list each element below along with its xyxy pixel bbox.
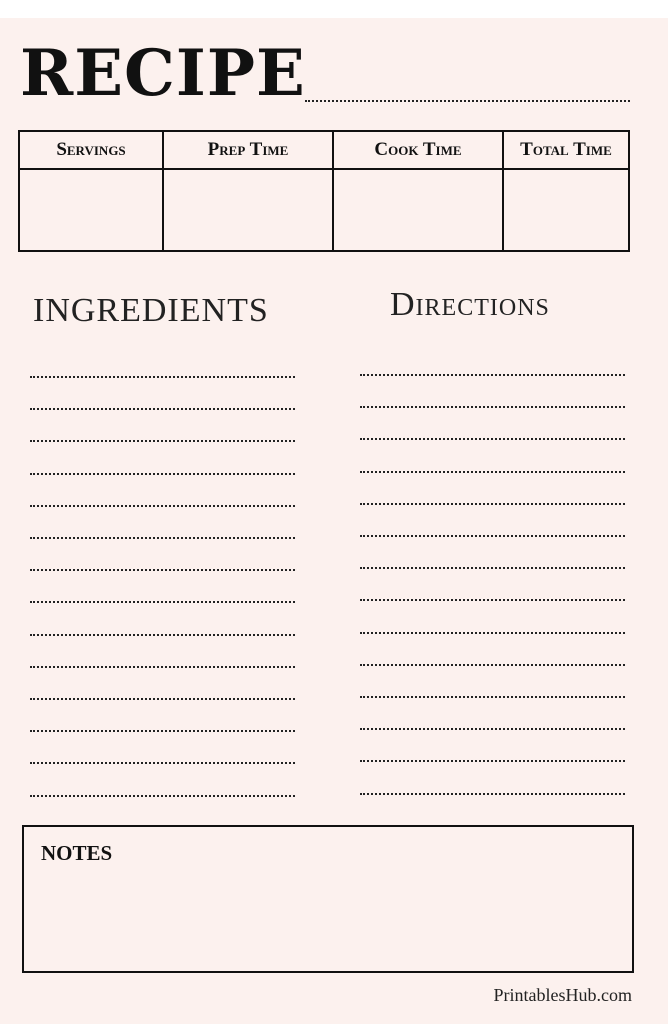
direction-line[interactable] bbox=[360, 503, 625, 505]
recipe-name-line[interactable] bbox=[305, 100, 630, 102]
notes-label: NOTES bbox=[41, 841, 113, 865]
directions-lines bbox=[360, 0, 625, 1]
page-title: RECIPE bbox=[20, 36, 306, 111]
directions-title: Directions bbox=[390, 286, 550, 323]
cook-time-column bbox=[334, 132, 504, 250]
cook-time-header: Cook Time bbox=[334, 132, 502, 170]
ingredient-line[interactable] bbox=[30, 408, 295, 410]
servings-header: Servings bbox=[20, 132, 162, 170]
ingredient-line[interactable] bbox=[30, 569, 295, 571]
direction-line[interactable] bbox=[360, 696, 625, 698]
ingredient-line[interactable] bbox=[30, 376, 295, 378]
ingredients-lines bbox=[30, 0, 295, 1]
time-table bbox=[18, 130, 630, 252]
ingredient-line[interactable] bbox=[30, 730, 295, 732]
ingredient-line[interactable] bbox=[30, 666, 295, 668]
total-time-column bbox=[504, 132, 628, 250]
direction-line[interactable] bbox=[360, 599, 625, 601]
prep-time-header: Prep Time bbox=[164, 132, 332, 170]
notes-box[interactable] bbox=[22, 825, 634, 973]
ingredients-title: INGREDIENTS bbox=[33, 292, 269, 329]
total-time-cell[interactable] bbox=[504, 170, 628, 250]
ingredient-line[interactable] bbox=[30, 634, 295, 636]
site-credit: PrintablesHub.com bbox=[493, 985, 632, 1005]
direction-line[interactable] bbox=[360, 728, 625, 730]
direction-line[interactable] bbox=[360, 406, 625, 408]
direction-line[interactable] bbox=[360, 793, 625, 795]
direction-line[interactable] bbox=[360, 664, 625, 666]
ingredient-line[interactable] bbox=[30, 537, 295, 539]
direction-line[interactable] bbox=[360, 632, 625, 634]
direction-line[interactable] bbox=[360, 567, 625, 569]
direction-line[interactable] bbox=[360, 471, 625, 473]
cook-time-cell[interactable] bbox=[334, 170, 502, 250]
total-time-header: Total Time bbox=[504, 132, 628, 170]
servings-cell[interactable] bbox=[20, 170, 162, 250]
prep-time-column bbox=[164, 132, 334, 250]
ingredient-line[interactable] bbox=[30, 762, 295, 764]
servings-column bbox=[20, 132, 164, 250]
direction-line[interactable] bbox=[360, 374, 625, 376]
direction-line[interactable] bbox=[360, 760, 625, 762]
direction-line[interactable] bbox=[360, 535, 625, 537]
ingredient-line[interactable] bbox=[30, 440, 295, 442]
ingredient-line[interactable] bbox=[30, 601, 295, 603]
prep-time-cell[interactable] bbox=[164, 170, 332, 250]
direction-line[interactable] bbox=[360, 438, 625, 440]
ingredient-line[interactable] bbox=[30, 505, 295, 507]
ingredient-line[interactable] bbox=[30, 698, 295, 700]
ingredient-line[interactable] bbox=[30, 795, 295, 797]
ingredient-line[interactable] bbox=[30, 473, 295, 475]
